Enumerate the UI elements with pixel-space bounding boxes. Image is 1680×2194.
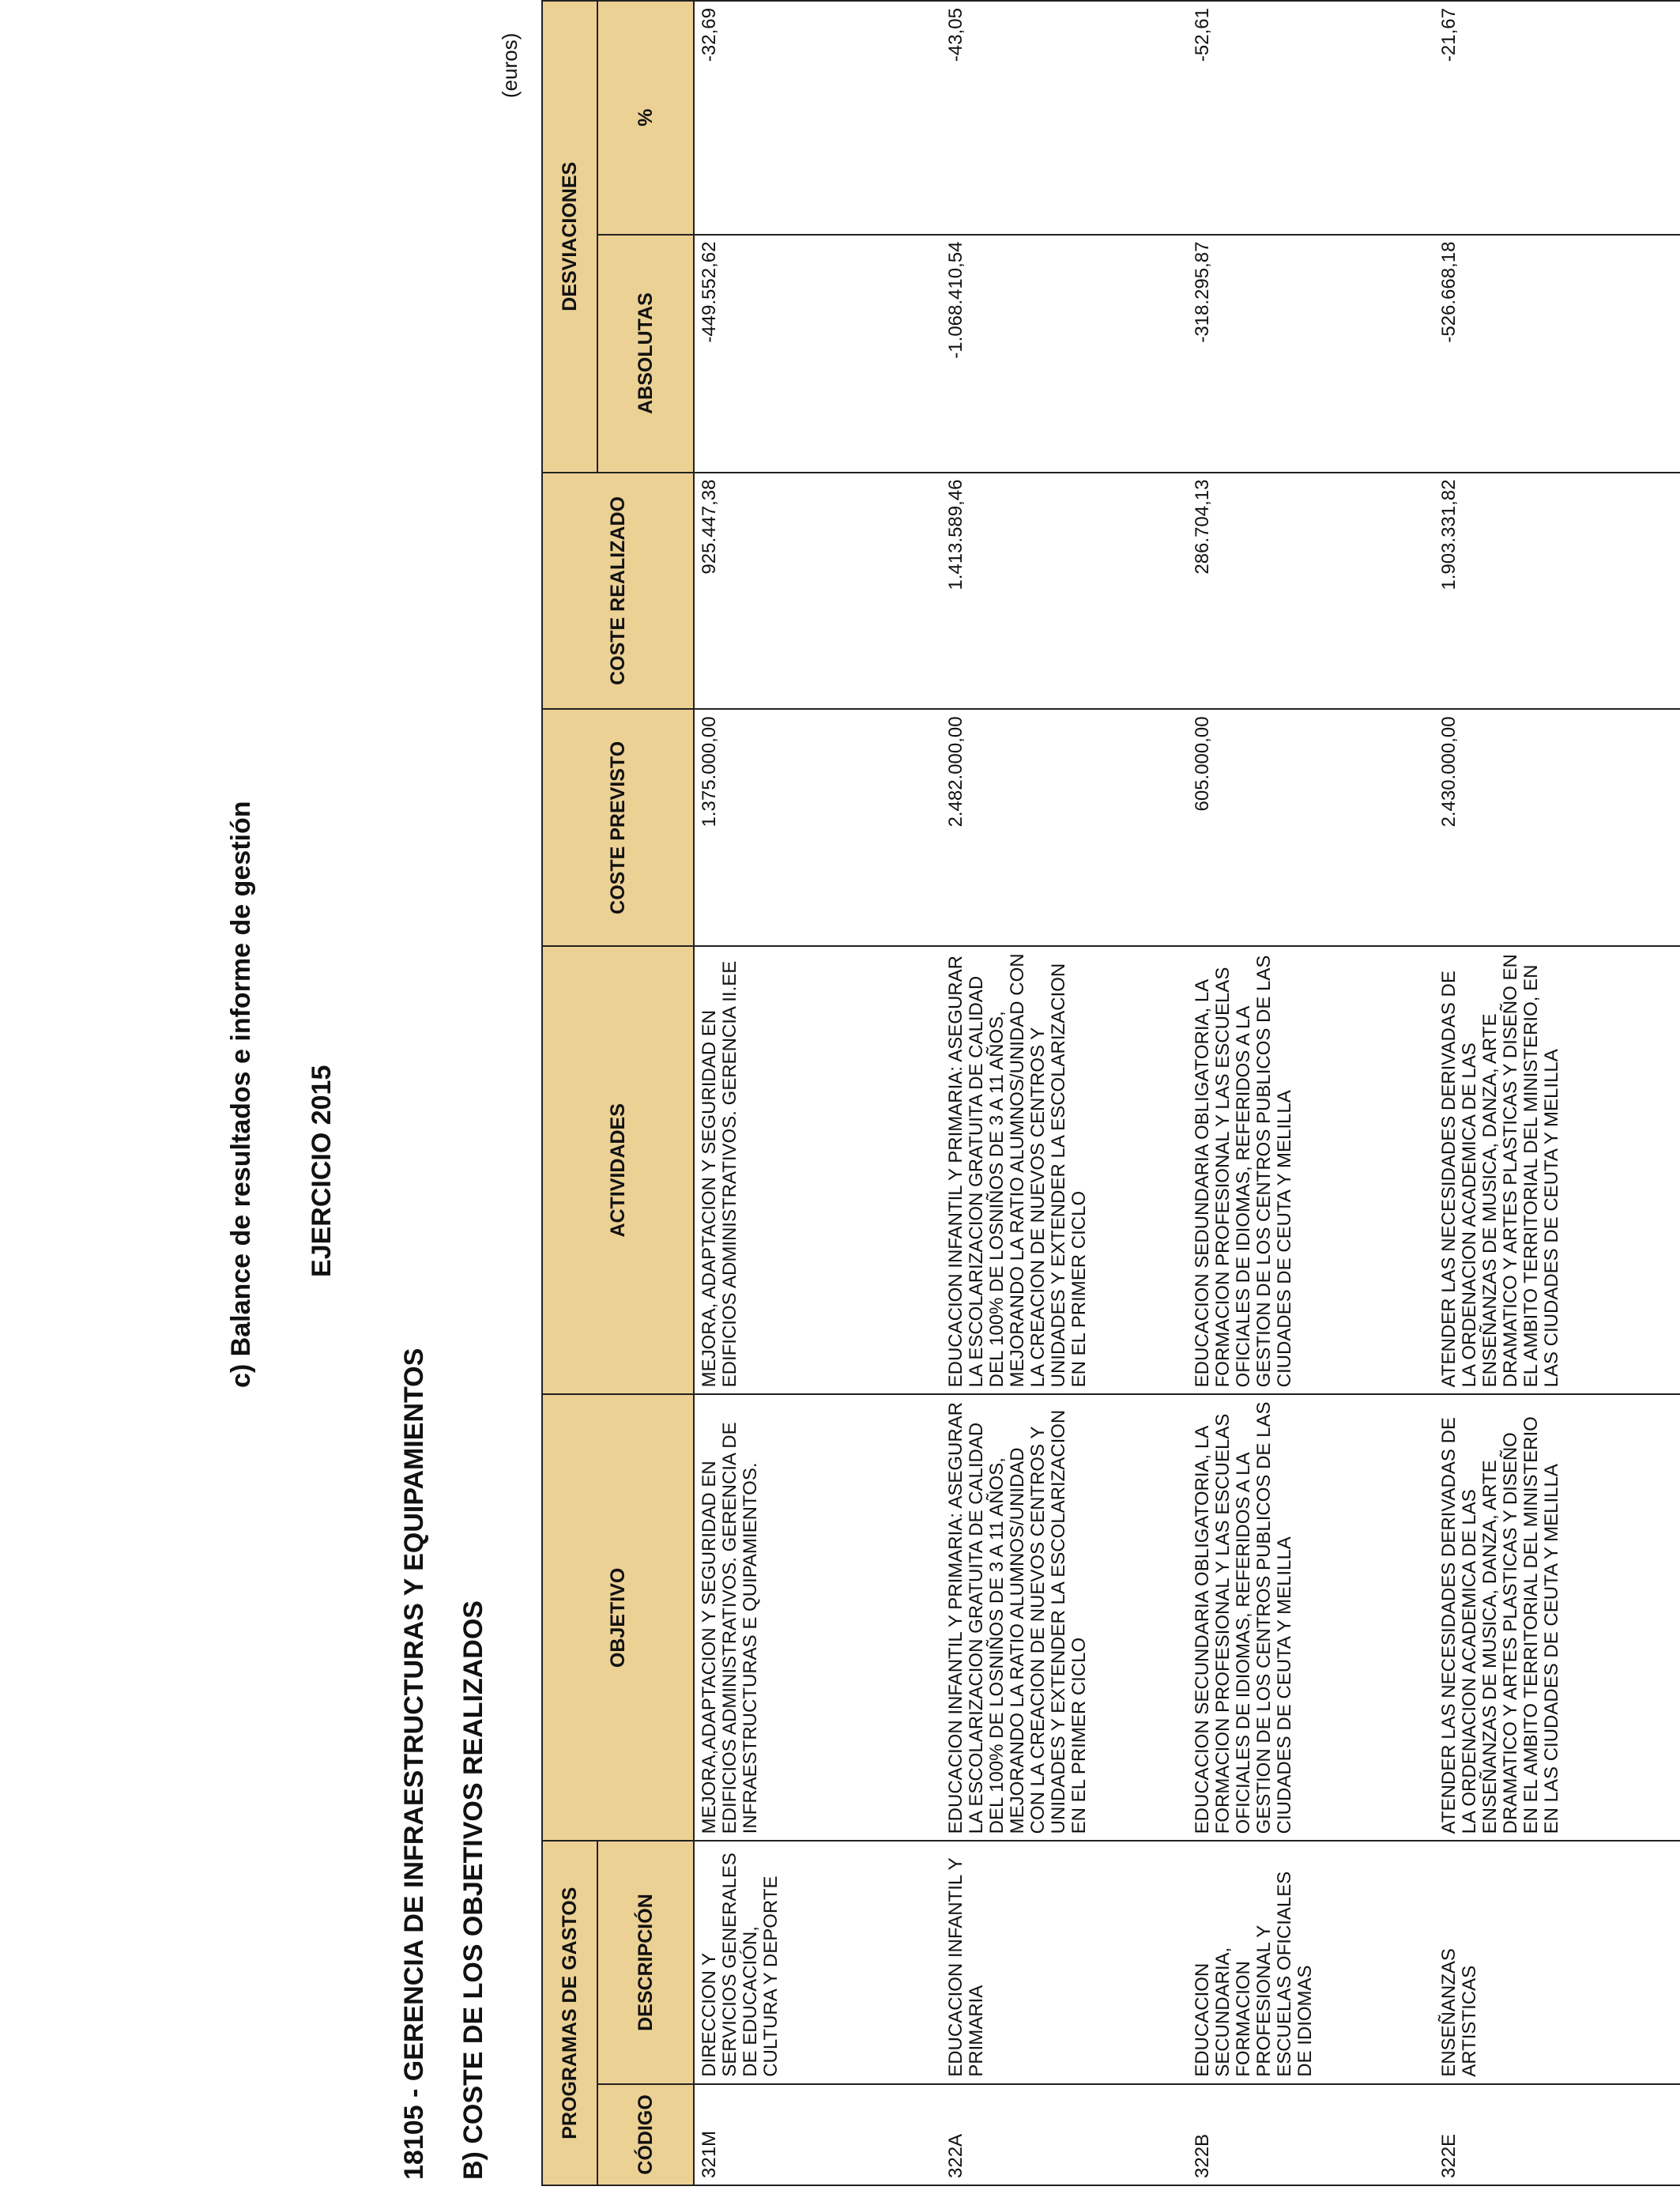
cell-descripcion: DIRECCION Y SERVICIOS GENERALES DE EDUCACIÓN, CULTURA Y DEPORTE bbox=[694, 1841, 941, 2083]
table-row bbox=[1188, 1, 1434, 2185]
cell-descripcion: ENSEÑANZAS ARTISTICAS bbox=[1434, 1841, 1680, 2083]
header-codigo: CÓDIGO bbox=[597, 2084, 694, 2185]
cell-coste-previsto: 2.482.000,00 bbox=[941, 709, 1188, 946]
cell-objetivo: EDUCACION SECUNDARIA OBLIGATORIA, LA FORMACION PROFESIONAL Y LAS ESCUELAS OFICIALES DE IDIOMAS, REFERIDOS A LA GESTION DE LOS CENTROS PUBLICOS DE LAS CIUDADES DE CEUTA Y MELILLA bbox=[1188, 1394, 1434, 1841]
entity-title: 18105 - GERENCIA DE INFRAESTRUCTURAS Y EQUIPAMIENTOS bbox=[399, 1348, 429, 2180]
cell-coste-previsto: 2.430.000,00 bbox=[1434, 709, 1680, 946]
objectives-cost-table bbox=[541, 0, 1680, 2186]
cell-coste-previsto: 1.375.000,00 bbox=[694, 709, 941, 946]
header-coste-previsto: COSTE PREVISTO bbox=[542, 709, 694, 946]
table-row bbox=[694, 1, 941, 2185]
header-porcentaje: % bbox=[597, 1, 694, 235]
cell-coste-previsto: 605.000,00 bbox=[1188, 709, 1434, 946]
cell-actividades: EDUCACION INFANTIL Y PRIMARIA: ASEGURAR LA ESCOLARIZACION GRATUITA DE CALIDAD DEL 100% DE LOSNIÑOS DE 3 A 11 AÑOS, MEJORANDO LA RATIO ALUMNOS/UNIDAD CON LA CREACION DE NUEVOS CENTROS Y UNIDADES Y EXTENDER LA ESCOLARIZACION EN EL PRIMER CICLO bbox=[941, 946, 1188, 1394]
header-descripcion: DESCRIPCIÓN bbox=[597, 1841, 694, 2083]
cell-codigo: 322A bbox=[941, 2084, 1188, 2185]
cell-codigo: 322E bbox=[1434, 2084, 1680, 2185]
cell-codigo: 322B bbox=[1188, 2084, 1434, 2185]
year-title: EJERCICIO 2015 bbox=[307, 1065, 337, 1277]
header-objetivo: OBJETIVO bbox=[542, 1394, 694, 1841]
cell-actividades: MEJORA, ADAPTACION Y SEGURIDAD EN EDIFICIOS ADMINISTRATIVOS. GERENCIA II.EE bbox=[694, 946, 941, 1394]
cell-porcentaje: -32,69 bbox=[694, 1, 941, 235]
cell-descripcion: EDUCACION SECUNDARIA, FORMACION PROFESIONAL Y ESCUELAS OFICIALES DE IDIOMAS bbox=[1188, 1841, 1434, 2083]
cell-objetivo: ATENDER LAS NECESIDADES DERIVADAS DE LA ORDENACION ACADEMICA DE LAS ENSEÑANZAS DE MUSICA, DANZA, ARTE DRAMATICO Y ARTES PLASTICAS Y DISEÑO EN EL AMBITO TERRITORIAL DEL MINISTERIO EN LAS CIUDADES DE CEUTA Y MELILLA bbox=[1434, 1394, 1680, 1841]
cell-porcentaje: -43,05 bbox=[941, 1, 1188, 235]
section-title: c) Balance de resultados e informe de gestión bbox=[226, 801, 256, 1388]
cell-codigo: 321M bbox=[694, 2084, 941, 2185]
cell-absolutas: -318.295,87 bbox=[1188, 235, 1434, 473]
cell-porcentaje: -21,67 bbox=[1434, 1, 1680, 235]
header-actividades: ACTIVIDADES bbox=[542, 946, 694, 1394]
header-absolutas: ABSOLUTAS bbox=[597, 235, 694, 473]
cell-absolutas: -526.668,18 bbox=[1434, 235, 1680, 473]
cell-porcentaje: -52,61 bbox=[1188, 1, 1434, 235]
cell-actividades: ATENDER LAS NECESIDADES DERIVADAS DE LA ORDENACION ACADEMICA DE LAS ENSEÑANZAS DE MUSICA, DANZA, ARTE DRAMATICO Y ARTES PLASTICAS Y DISEÑO EN EL AMBITO TERRITORIAL DEL MINISTERIO, EN LAS CIUDADES DE CEUTA Y MELILLA bbox=[1434, 946, 1680, 1394]
report-subtitle: B) COSTE DE LOS OBJETIVOS REALIZADOS bbox=[458, 1600, 488, 2180]
table-row bbox=[941, 1, 1188, 2185]
cell-coste-realizado: 925.447,38 bbox=[694, 473, 941, 710]
header-desviaciones: DESVIACIONES bbox=[542, 1, 597, 473]
cell-coste-realizado: 1.413.589,46 bbox=[941, 473, 1188, 710]
cell-coste-realizado: 286.704,13 bbox=[1188, 473, 1434, 710]
header-coste-realizado: COSTE REALIZADO bbox=[542, 473, 694, 710]
cell-absolutas: -449.552,62 bbox=[694, 235, 941, 473]
cell-descripcion: EDUCACION INFANTIL Y PRIMARIA bbox=[941, 1841, 1188, 2083]
table-row bbox=[1434, 1, 1680, 2185]
cell-absolutas: -1.068.410,54 bbox=[941, 235, 1188, 473]
unit-label: (euros) bbox=[498, 32, 522, 98]
cell-coste-realizado: 1.903.331,82 bbox=[1434, 473, 1680, 710]
cell-objetivo: MEJORA,ADAPTACION Y SEGURIDAD EN EDIFICIOS ADMINISTRATIVOS. GERENCIA DE INFRAESTRUCTURAS E QUIPAMIENTOS. bbox=[694, 1394, 941, 1841]
header-programas-de-gastos: PROGRAMAS DE GASTOS bbox=[542, 1841, 597, 2185]
cell-actividades: EDUCACION SEDUNDARIA OBLIGATORIA, LA FORMACION PROFESIONAL Y LAS ESCUELAS OFICIALES DE IDIOMAS, REFERIDOS A LA GESTION DE LOS CENTROS PUBLICOS DE LAS CIUDADES DE CEUTA Y MELILLA bbox=[1188, 946, 1434, 1394]
cell-objetivo: EDUCACION INFANTIL Y PRIMARIA: ASEGURAR LA ESCOLARIZACION GRATUITA DE CALIDAD DEL 100% DE LOSNIÑOS DE 3 A 11 AÑOS, MEJORANDO LA RATIO ALUMNOS/UNIDAD CON LA CREACION DE NUEVOS CENTROS Y UNIDADES Y EXTENDER LA ESCOLARIZACION EN EL PRIMER CICLO bbox=[941, 1394, 1188, 1841]
